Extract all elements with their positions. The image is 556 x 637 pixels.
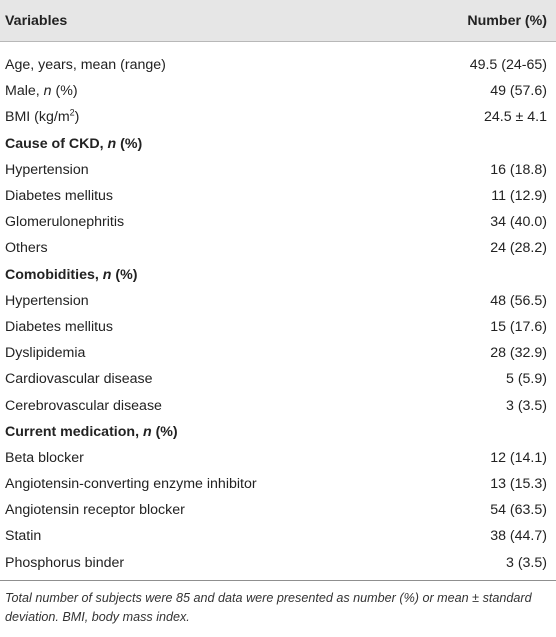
table-row <box>0 209 556 235</box>
table-row <box>0 183 556 209</box>
table-row <box>0 78 556 104</box>
row-value: 12 (14.1) <box>490 449 547 466</box>
row-value: 3 (3.5) <box>505 397 547 414</box>
row-value: 34 (40.0) <box>490 214 547 231</box>
row-value: 28 (32.9) <box>490 345 547 362</box>
row-value: 16 (18.8) <box>490 161 547 178</box>
row-value: 24.5 ± 4.1 <box>483 109 547 126</box>
section-heading: Current medication, n (%) <box>5 423 178 440</box>
table-row <box>0 366 556 392</box>
row-value: 48 (56.5) <box>490 292 547 309</box>
row-label: Statin <box>5 528 42 545</box>
row-value: 5 (5.9) <box>505 371 547 388</box>
row-label: BMI $(kg/m^2)$ <box>5 107 80 126</box>
table-row <box>0 392 556 418</box>
table-row <box>0 52 556 78</box>
row-label: Glomerulonephritis <box>5 214 125 231</box>
table-row <box>0 235 556 261</box>
row-label: Hypertension <box>5 292 89 309</box>
row-label: Male, n (%) <box>5 83 78 100</box>
table-row <box>0 340 556 366</box>
row-label: Others <box>5 240 48 257</box>
table-row <box>0 471 556 497</box>
table-row <box>0 550 556 576</box>
row-label: Angiotensin receptor blocker <box>5 502 185 519</box>
table-header <box>0 0 556 42</box>
row-label: Cerebrovascular disease <box>5 397 162 414</box>
row-value: 49 (57.6) <box>490 83 547 100</box>
header-variables: Variables <box>5 12 68 29</box>
section-heading: Cause of CKD, n (%) <box>5 135 143 152</box>
row-label: Dyslipidemia <box>5 345 86 362</box>
row-label: Diabetes mellitus <box>5 188 114 205</box>
row-label: Phosphorus binder <box>5 554 125 571</box>
table-row <box>0 104 556 130</box>
row-label: Angiotensin-converting enzyme inhibitor <box>5 476 257 493</box>
section-heading: Comobidities, n (%) <box>5 266 138 283</box>
table-row <box>0 314 556 340</box>
table-row <box>0 445 556 471</box>
row-label: Cardiovascular disease <box>5 371 153 388</box>
table-row <box>0 288 556 314</box>
table-row <box>0 157 556 183</box>
row-value: 54 (63.5) <box>490 502 547 519</box>
table-row <box>0 497 556 523</box>
row-value: 3 (3.5) <box>505 554 547 571</box>
row-label: Age, years, mean (range) <box>5 57 166 74</box>
header-number: Number (%) <box>467 12 547 29</box>
row-label: Beta blocker <box>5 449 84 466</box>
row-value: 38 (44.7) <box>490 528 547 545</box>
row-label: Diabetes mellitus <box>5 318 114 335</box>
row-value: 24 (28.2) <box>490 240 547 257</box>
row-value: 11 (12.9) <box>491 188 547 205</box>
row-value: 13 (15.3) <box>490 476 547 493</box>
row-value: 15 (17.6) <box>490 318 547 335</box>
row-label: Hypertension <box>5 161 89 178</box>
table-footnote: Total number of subjects were 85 and data were presented as number (%) or mean ± standard deviation. BMI, body mass index. <box>5 590 532 624</box>
table-row <box>0 523 556 549</box>
row-value: 49.5 (24-65) <box>469 57 547 74</box>
